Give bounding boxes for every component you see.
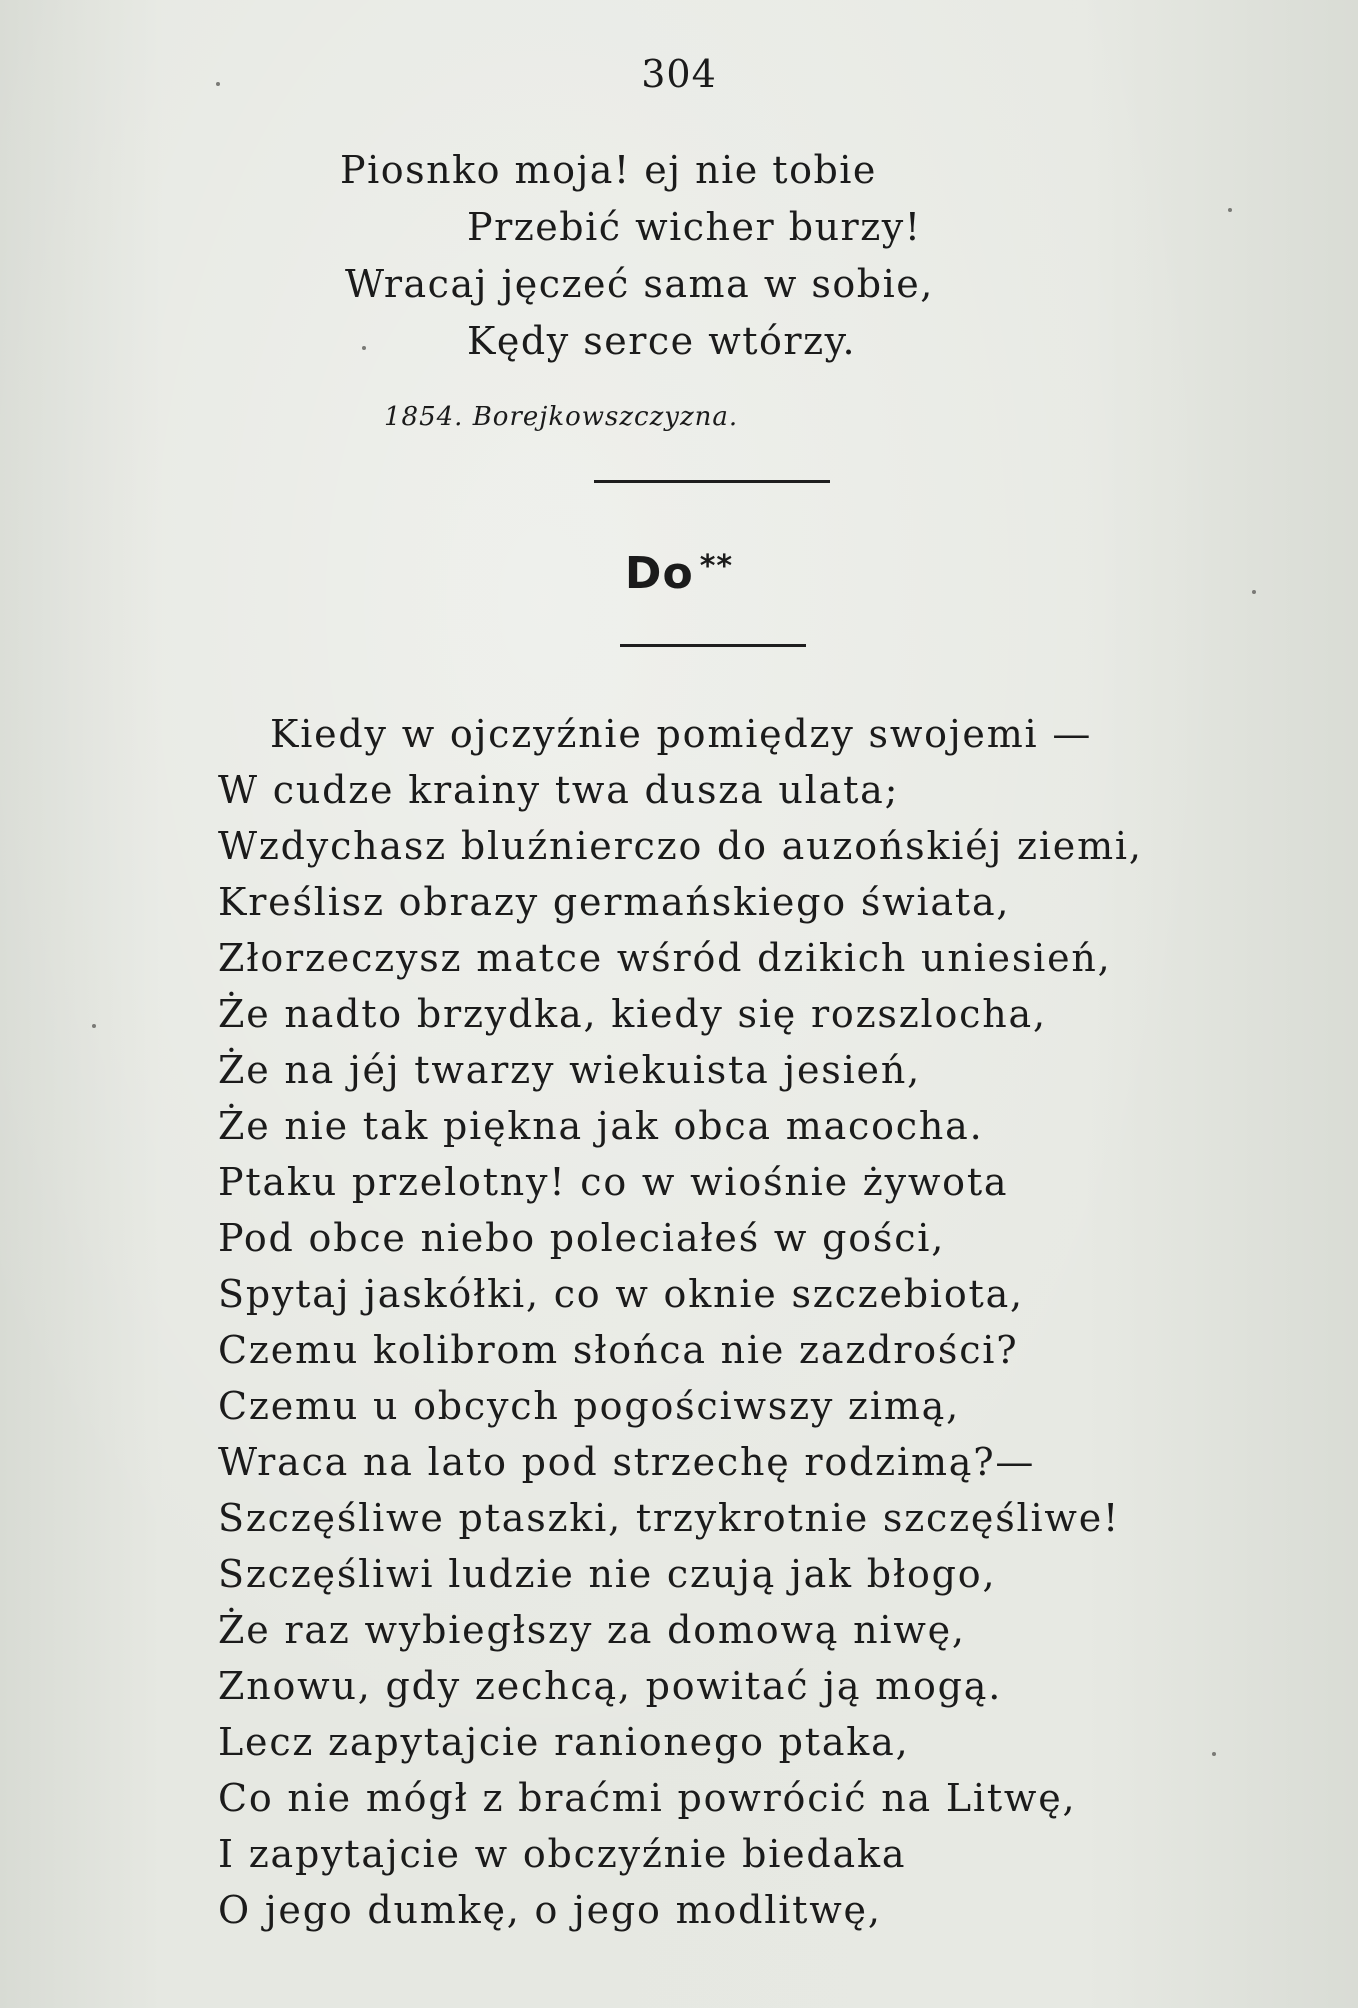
poem-line: Wraca na lato pod strzechę rodzimą?— [218,1440,1036,1484]
poem-line: Wzdychasz bluźnierczo do auzońskiéj ziemi, [218,824,1143,868]
stanza-line: Przebić wicher burzy! [467,205,922,249]
poem-line: Ptaku przelotny! co w wiośnie żywota [218,1160,1009,1204]
paper-speck [1228,208,1232,212]
stanza-line: Piosnko moja! ej nie tobie [340,148,877,192]
paper-speck [1252,590,1256,594]
poem-line: Kreślisz obrazy germańskiego świata, [218,880,1011,924]
divider-bottom [620,644,806,647]
divider-top [594,480,830,483]
poem-line: Że raz wybiegłszy za domową niwę, [218,1608,966,1652]
poem-line: Czemu kolibrom słońca nie zazdrości? [218,1328,1019,1372]
poem-line: Szczęśliwi ludzie nie czują jak błogo, [218,1552,997,1596]
poem-line: Że nadto brzydka, kiedy się rozszlocha, [218,992,1047,1036]
poem-line: Lecz zapytajcie ranionego ptaka, [218,1720,910,1764]
poem-line: I zapytajcie w obczyźnie biedaka [218,1832,907,1876]
paper-speck [216,82,220,86]
stanza-line: Kędy serce wtórzy. [467,319,857,363]
poem-title-stars: ** [699,549,734,584]
poem-line: Kiedy w ojczyźnie pomiędzy swojemi — [270,712,1093,756]
paper-speck [92,1024,96,1028]
poem-line: Że nie tak piękna jak obca macocha. [218,1104,984,1148]
page-number: 304 [641,52,717,96]
poem-title-text: Do [624,548,694,599]
poem-line: Że na jéj twarzy wiekuista jesień, [218,1048,921,1092]
poem-line: O jego dumkę, o jego modlitwę, [218,1888,882,1932]
poem-line: Znowu, gdy zechcą, powitać ją mogą. [218,1664,1003,1708]
poem-line: Złorzeczysz matce wśród dzikich uniesień, [218,936,1112,980]
poem-line: W cudze krainy twa dusza ulata; [218,768,900,812]
poem-title [0,548,1358,599]
poem-line: Szczęśliwe ptaszki, trzykrotnie szczęśliwe! [218,1496,1121,1540]
poem-line: Co nie mógł z braćmi powrócić na Litwę, [218,1776,1077,1820]
poem-dateline: 1854. Borejkowszczyzna. [384,402,739,432]
poem-line: Pod obce niebo poleciałeś w gości, [218,1216,946,1260]
paper-speck [1212,1752,1216,1756]
paper-speck [362,346,366,350]
poem-line: Spytaj jaskółki, co w oknie szczebiota, [218,1272,1024,1316]
poem-line: Czemu u obcych pogościwszy zimą, [218,1384,960,1428]
stanza-line: Wracaj jęczeć sama w sobie, [345,262,934,306]
